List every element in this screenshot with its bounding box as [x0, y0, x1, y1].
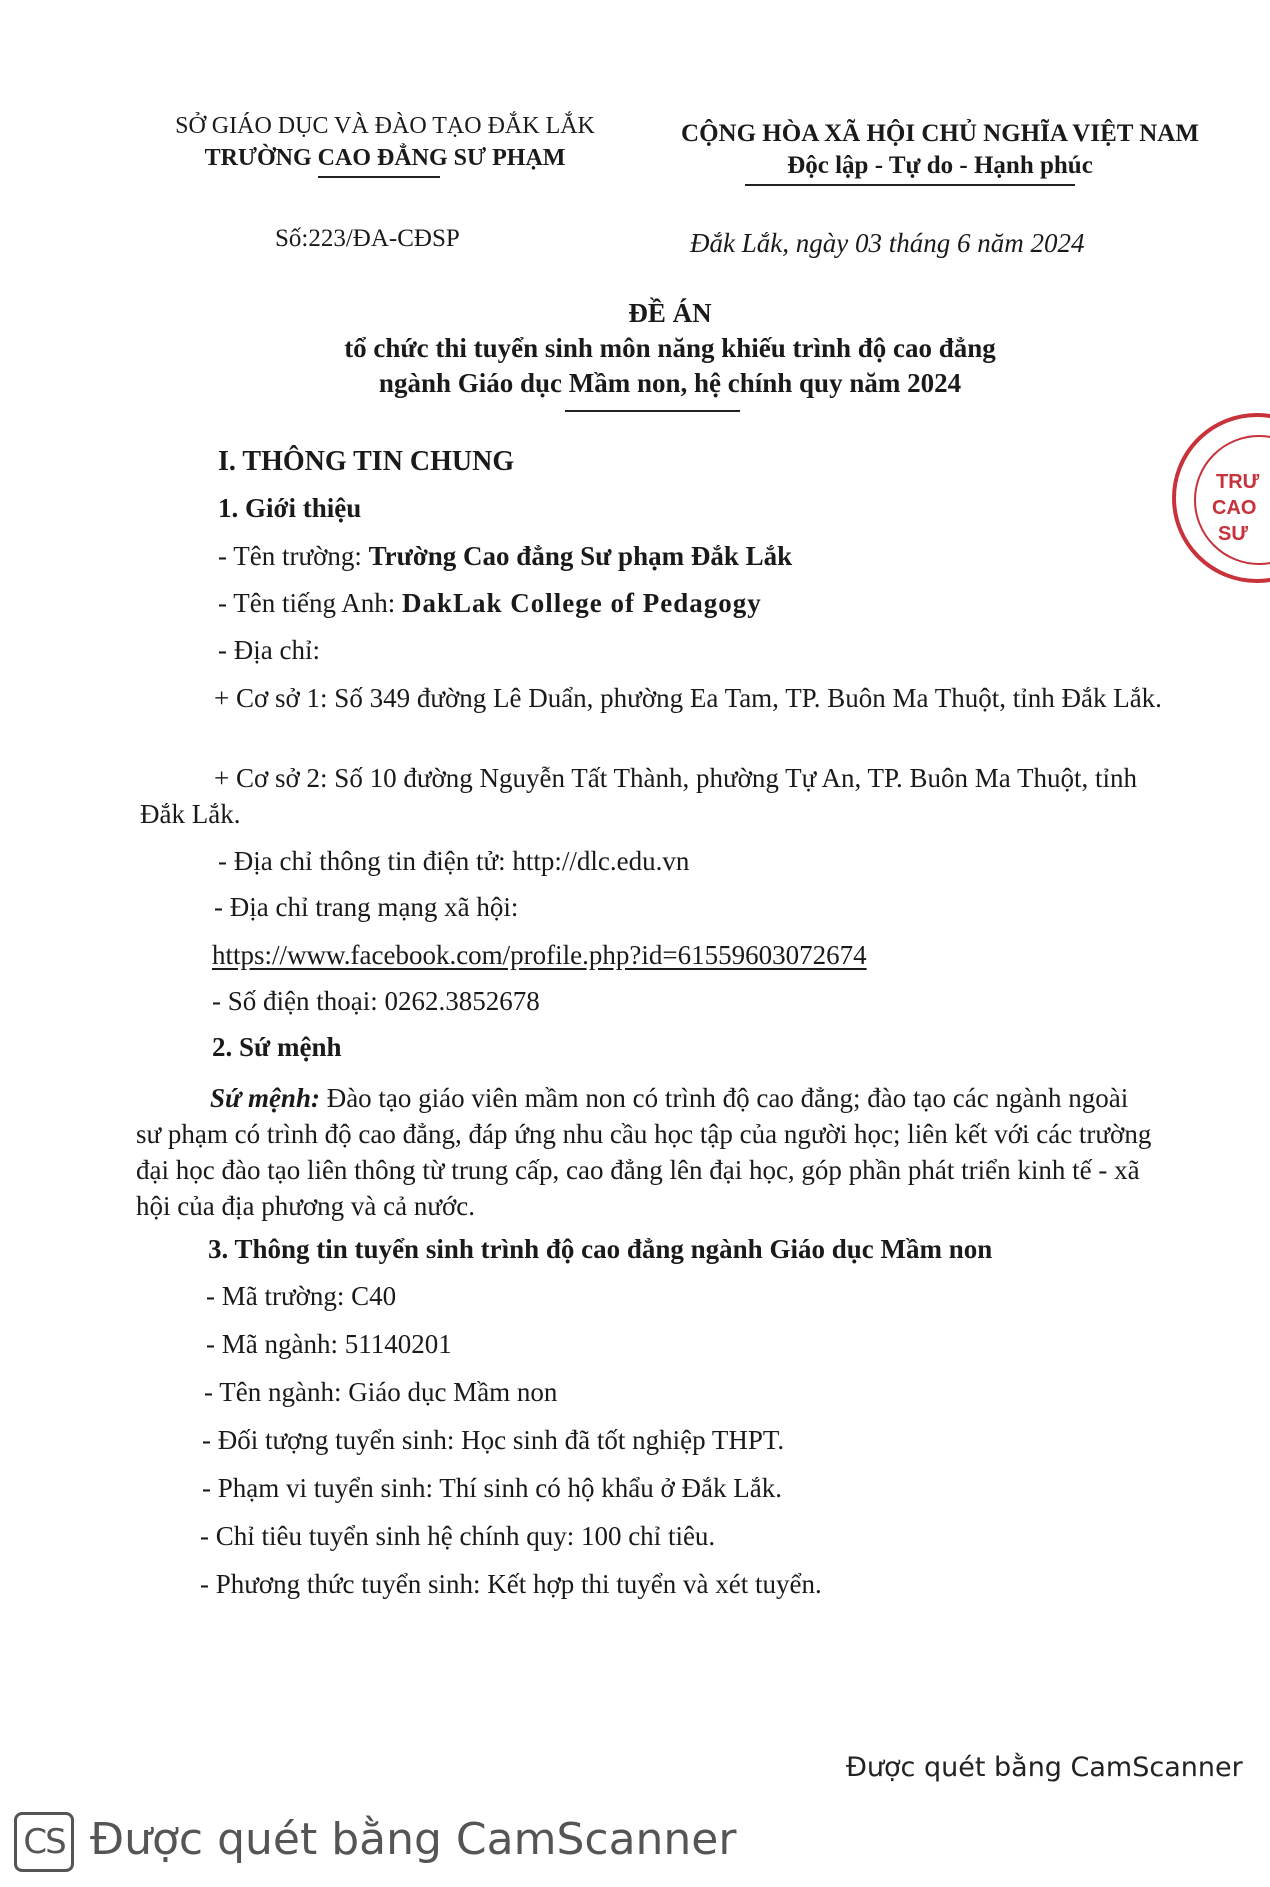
subsection-admission: 3. Thông tin tuyển sinh trình độ cao đẳng ngành Giáo dục Mầm non [208, 1234, 993, 1264]
school-name-label: - Tên trường: [218, 541, 369, 571]
list-item: - Tên ngành: Giáo dục Mầm non [204, 1377, 558, 1407]
english-name-value: DakLak College of Pedagogy [401, 588, 762, 618]
list-item: - Phạm vi tuyển sinh: Thí sinh có hộ khẩu ở Đắk Lắk. [202, 1473, 782, 1503]
seal-text-2: CAO [1212, 497, 1257, 519]
title-underline [565, 410, 740, 412]
english-name-label: - Tên tiếng Anh: [218, 588, 402, 618]
social-label: - Địa chỉ trang mạng xã hội: [214, 892, 519, 922]
mission-text: Đào tạo giáo viên mầm non có trình độ cao đẳng; đào tạo các ngành ngoài sư phạm có trình độ cao đẳng, đáp ứng nhu cầu học tập của người học; liên kết với các trường đại học đào tạo liên thông từ trung cấp, cao đẳng lên đại học, góp phần phát triển kinh tế - xã hội của địa phương và cả nước. [136, 1083, 1152, 1221]
red-seal-stamp [1172, 413, 1270, 583]
ministry-name: SỞ GIÁO DỤC VÀ ĐÀO TẠO ĐẮK LẮK [175, 113, 595, 139]
english-name-line [218, 587, 762, 619]
list-item: - Mã trường: C40 [206, 1281, 397, 1311]
school-name-line [218, 540, 792, 572]
website-line: - Địa chỉ thông tin điện tử: http://dlc.edu.vn [218, 846, 690, 876]
list-item: - Chỉ tiêu tuyển sinh hệ chính quy: 100 chỉ tiêu. [200, 1521, 716, 1551]
motto: Độc lập - Tự do - Hạnh phúc [787, 152, 1093, 179]
mission-label: Sứ mệnh: [210, 1083, 320, 1113]
mission-paragraph [136, 1080, 1156, 1224]
document-number: Số:223/ĐA-CĐSP [275, 225, 460, 252]
school-name-header: TRƯỜNG CAO ĐẲNG SƯ PHẠM [204, 145, 566, 171]
camscanner-watermark-small: Được quét bằng CamScanner [846, 1752, 1243, 1783]
list-item: - Mã ngành: 51140201 [206, 1329, 452, 1359]
subsection-intro: 1. Giới thiệu [218, 493, 362, 523]
campus-2: + Cơ sở 2: Số 10 đường Nguyễn Tất Thành, phường Tự An, TP. Buôn Ma Thuột, tỉnh Đắk Lắk. [140, 763, 1138, 829]
seal-text-1: TRƯ [1216, 471, 1260, 493]
campus-1: + Cơ sở 1: Số 349 đường Lê Duẩn, phường Ea Tam, TP. Buôn Ma Thuột, tỉnh Đắk Lắk. [214, 683, 1162, 713]
doc-subtitle-1: tổ chức thi tuyển sinh môn năng khiếu trình độ cao đẳng [344, 333, 996, 363]
phone-line: - Số điện thoại: 0262.3852678 [212, 986, 540, 1016]
seal-text-3: SƯ [1218, 523, 1248, 545]
doc-title: ĐỀ ÁN [628, 298, 712, 328]
social-link[interactable]: https://www.facebook.com/profile.php?id=61559603072674 [212, 940, 867, 970]
address-label: - Địa chỉ: [218, 635, 320, 665]
list-item: - Phương thức tuyển sinh: Kết hợp thi tuyển và xét tuyển. [200, 1569, 822, 1599]
doc-subtitle-2: ngành Giáo dục Mầm non, hệ chính quy năm 2024 [378, 368, 962, 398]
list-item: - Đối tượng tuyển sinh: Học sinh đã tốt nghiệp THPT. [202, 1425, 785, 1455]
header-left-underline [318, 176, 440, 178]
header-right-underline [745, 184, 1075, 186]
school-name-value: Trường Cao đẳng Sư phạm Đắk Lắk [368, 541, 793, 571]
document-date: Đắk Lắk, ngày 03 tháng 6 năm 2024 [690, 228, 1085, 258]
subsection-mission: 2. Sứ mệnh [212, 1032, 342, 1062]
camscanner-watermark-large: Được quét bằng CamScanner [90, 1814, 737, 1865]
country-name: CỘNG HÒA XÃ HỘI CHỦ NGHĨA VIỆT NAM [681, 120, 1199, 147]
camscanner-logo-icon: CS [14, 1812, 74, 1872]
section-heading: I. THÔNG TIN CHUNG [218, 446, 515, 477]
